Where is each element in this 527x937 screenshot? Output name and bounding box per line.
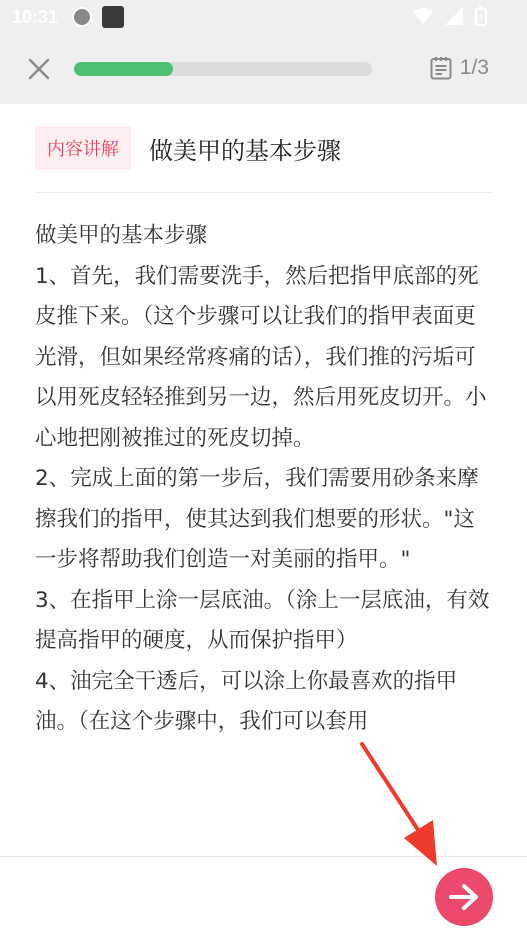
paragraph: 做美甲的基本步骤 — [35, 223, 208, 248]
question-counter[interactable] — [430, 56, 489, 80]
lesson-content[interactable] — [0, 104, 527, 856]
app-notification-icon — [72, 7, 92, 27]
arrow-right-icon — [448, 883, 480, 911]
progress-bar — [74, 62, 372, 76]
next-button[interactable] — [435, 868, 493, 926]
lesson-toolbar — [0, 34, 527, 104]
question-header — [35, 126, 341, 170]
wifi-icon — [413, 7, 433, 25]
question-title: 做美甲的基本步骤 — [149, 136, 341, 165]
status-bar — [0, 0, 527, 34]
divider — [35, 192, 492, 193]
paragraph: 3、在指甲上涂一层底油。（涂上一层底油，有效提高指甲的硬度，从而保护指甲） — [35, 587, 490, 653]
status-icons — [413, 6, 487, 26]
paragraph: 4、油完全干透后，可以涂上你最喜欢的指甲油。（在这个步骤中，我们可以套用 — [35, 668, 458, 734]
signal-icon — [445, 7, 463, 25]
progress-fill — [74, 62, 173, 76]
close-icon — [28, 58, 50, 80]
status-time: 10:31 — [12, 6, 59, 27]
counter-label: 1/3 — [459, 56, 489, 79]
battery-icon — [475, 6, 487, 26]
close-button[interactable] — [22, 52, 56, 86]
notepad-icon — [430, 56, 452, 80]
app-notification-icon — [102, 6, 124, 28]
paragraph: 1、首先，我们需要洗手，然后把指甲底部的死皮推下来。（这个步骤可以让我们的指甲表面更光滑，但如果经常疼痛的话），我们推的污垢可以用死皮轻轻推到另一边，然后用死皮切开。小心地把刚被推过的死皮切掉。 — [35, 263, 487, 451]
paragraph: 2、完成上面的第一步后，我们需要用砂条来摩擦我们的指甲，使其达到我们想要的形状。"这一步将帮助我们创造一对美丽的指甲。" — [35, 466, 479, 572]
explanation-text — [35, 216, 493, 743]
content-tag: 内容讲解 — [35, 126, 131, 170]
